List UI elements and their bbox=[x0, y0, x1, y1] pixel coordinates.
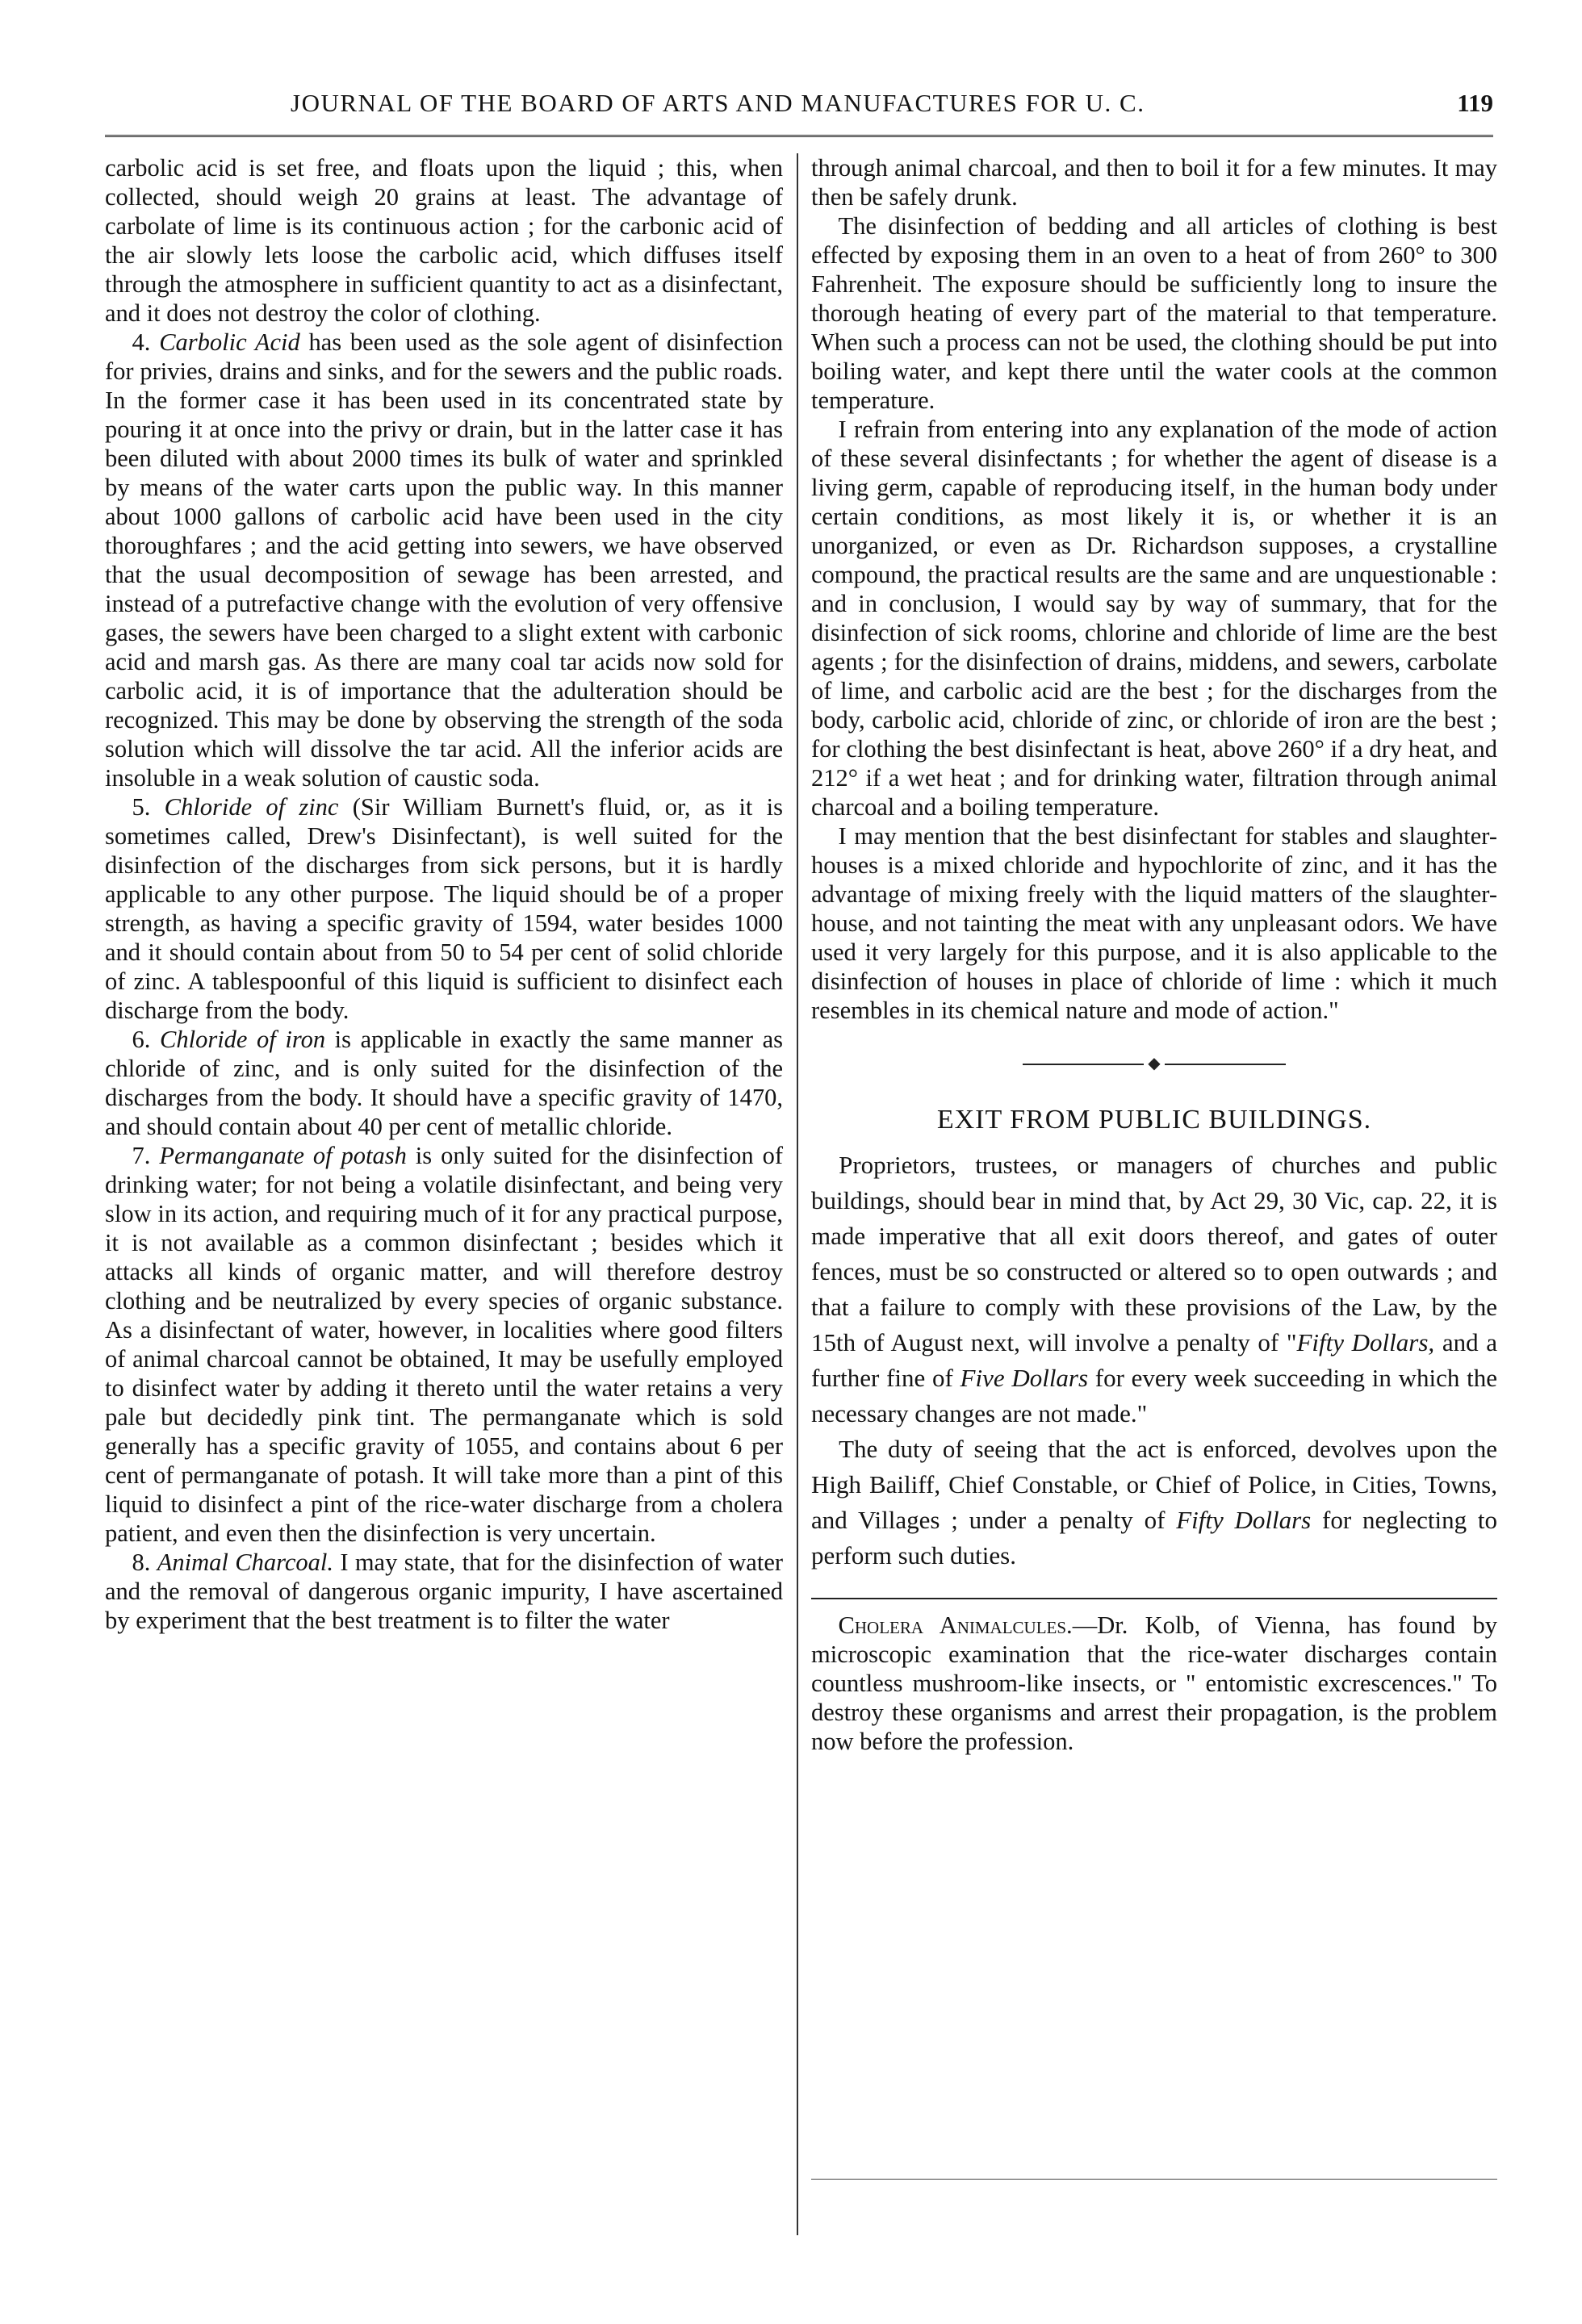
page-number: 119 bbox=[1457, 89, 1493, 117]
item-number: 7. bbox=[132, 1142, 151, 1169]
item-text: (Sir William Burnett's fluid, or, as it is sometimes called, Drew's Disinfectant), is well suited for the disinfection of the discharges from sick persons, but it is hardly applicable to any other purpose. The liquid should be of a proper strength, as having a specific gravity of 1594, water besides 1000 and it should contain about from 50 to 54 per cent of solid chloride of zinc. A tablespoonful of this liquid is sufficient to disinfect each discharge from the body. bbox=[105, 793, 783, 1024]
paragraph-chloride-of-zinc bbox=[105, 792, 783, 1025]
ornament-diamond-icon: ◆ bbox=[1148, 1055, 1161, 1072]
paragraph-permanganate bbox=[105, 1141, 783, 1548]
section-ornament bbox=[811, 1049, 1497, 1078]
text-run: The duty of seeing that the act is enforced, devolves upon the High Bailiff, Chief Constable, or Chief of Police, in Cities, Towns, and Villages ; under a penalty of bbox=[811, 1435, 1497, 1534]
section-rule bbox=[811, 1598, 1497, 1599]
cholera-text: —Dr. Kolb, of Vienna, has found by microscopic examination that the rice-water discharges contain countless mushroom-like insects, or " entomistic excrescences." To destroy these organisms and arrest their propagation, is the problem now before the profession. bbox=[811, 1611, 1497, 1755]
item-term: Chloride of zinc bbox=[164, 793, 339, 821]
item-term: Carbolic Acid bbox=[159, 328, 300, 356]
paragraph-cholera bbox=[811, 1611, 1497, 1756]
text-run: for every week succeeding in which the necessary changes are not made." bbox=[811, 1364, 1497, 1427]
text-run-italic: Fifty Dollars, bbox=[1296, 1328, 1435, 1356]
text-run-italic: Five Dollars bbox=[960, 1364, 1089, 1392]
item-number: 6. bbox=[132, 1026, 151, 1053]
paragraph-slaughter-houses: I may mention that the best disinfectant for stables and slaughter-houses is a mixed chloride and hypochlorite of zinc, and it has the advantage of mixing freely with the liquid matters of the slaughter-house, and not tainting the meat with any unpleasant odors. We have used it very largely for this purpose, and it is also applicable to the disinfection of houses in place of chloride of lime : which it much resembles in its chemical nature and mode of action." bbox=[811, 822, 1497, 1024]
paragraph-summary: I refrain from entering into any explanation of the mode of action of these several disinfectants ; for whether the agent of disease is a living germ, capable of reproducing itself, in the human body under certain conditions, as most likely it is, or whether it is an unorganized, or even as Dr. Richardson supposes, a crystalline compound, the practical results are the same and are unquestionable : and in conclusion, I would say by way of summary, that for the disinfection of sick rooms, chlorine and chloride of lime are the best agents ; for the disinfection of drains, middens, and sewers, carbolate of lime, and carbolic acid are the best ; for the discharges from the body, carbolic acid, chloride of zinc, or chloride of iron are the best ; for clothing the best disinfectant is heat, above 260° if a dry heat, and 212° if a wet heat ; and for drinking water, filtration through animal charcoal and a boiling temperature. bbox=[811, 416, 1497, 821]
item-number: 5. bbox=[132, 793, 151, 821]
paragraph-animal-charcoal bbox=[105, 1548, 783, 1635]
paragraph-exit-law bbox=[811, 1147, 1497, 1432]
item-number: 8. bbox=[132, 1549, 151, 1576]
left-column bbox=[105, 153, 783, 1635]
page-header bbox=[105, 81, 1493, 137]
text-run: and a further fine of bbox=[811, 1328, 1497, 1392]
text-run: Proprietors, trustees, or managers of churches and public buildings, should bear in mind that, by Act 29, 30 Vic, cap. 22, it is made imperative that all exit doors thereof, and gates of outer fences, must be so constructed or altered so to open outwards ; and that a failure to comply with these provisions of the Law, by the 15th of August next, will involve a penalty of " bbox=[811, 1151, 1497, 1356]
header-rule bbox=[105, 135, 1493, 137]
paragraph-chloride-of-iron bbox=[105, 1025, 783, 1141]
item-text: is only suited for the disinfection of drinking water; for not being a volatile disinfectant, and being very slow in its action, and requiring much of it for any practical purpose, it is not available as a common disinfectant ; besides which it attacks all kinds of organic matter, and will therefore destroy clothing and be neutralized by every species of organic substance. As a disinfectant of water, however, in localities where good filters of animal charcoal cannot be obtained, It may be usefully employed to disinfect water by adding it thereto until the water retains a very pale but decidedly pink tint. The permanganate which is sold generally has a specific gravity of 1055, and contains about 6 per cent of permanganate of potash. It will take more than a pint of this liquid to disinfect a pint of the rice-water discharge from a cholera patient, and even then the disinfection is very uncertain. bbox=[105, 1142, 784, 1547]
item-number: 4. bbox=[132, 328, 151, 356]
text-run: for neglecting to perform such duties. bbox=[811, 1506, 1497, 1570]
text-run-italic: Fifty Dollars bbox=[1176, 1506, 1312, 1534]
running-head: JOURNAL OF THE BOARD OF ARTS AND MANUFACTURES FOR U. C. bbox=[291, 89, 1145, 117]
paragraph-bedding: The disinfection of bedding and all articles of clothing is best effected by exposing them in an oven to a heat of from 260° to 300 Fahrenheit. The exposure should be sufficiently long to insure the thorough heating of every part of the material to that temperature. When such a process can not be used, the clothing should be put into boiling water, and kept there until the water cools at the common temperature. bbox=[811, 212, 1497, 414]
ornament-rule-right bbox=[1165, 1064, 1286, 1065]
right-column bbox=[811, 153, 1497, 1756]
cholera-heading: Cholera Animalcules. bbox=[838, 1611, 1073, 1639]
footer-rule bbox=[811, 2179, 1497, 2180]
paragraph-exit-duty bbox=[811, 1432, 1497, 1574]
section-title-exit: EXIT FROM PUBLIC BUILDINGS. bbox=[936, 1105, 1372, 1135]
item-term: Chloride of iron bbox=[160, 1026, 326, 1053]
item-text: I may state, that for the disinfection of water and the removal of dangerous organic impurity, I have ascertained by experiment that the best treatment is to filter the water bbox=[105, 1549, 784, 1634]
paragraph-charcoal-continued: through animal charcoal, and then to boil it for a few minutes. It may then be safely drunk. bbox=[811, 154, 1497, 211]
ornament-rule-left bbox=[1023, 1064, 1144, 1065]
column-divider bbox=[797, 153, 798, 2235]
item-text: has been used as the sole agent of disinfection for privies, drains and sinks, and for the sewers and the public roads. In the former case it has been used in its concentrated state by pouring it at once into the privy or drain, but in the latter case it has been diluted with about 2000 times its bulk of water and sprinkled by means of the water carts upon the public way. In this manner about 1000 gallons of carbolic acid have been used in the city thoroughfares ; and the acid getting into sewers, we have observed that the usual decomposition of sewage has been arrested, and instead of a putrefactive change with the evolution of very offensive gases, the sewers have been charged to a slight extent with carbonic acid and marsh gas. As there are many coal tar acids now sold for carbolic acid, it is of importance that the adulteration should be recognized. This may be done by observing the strength of the soda solution which will dissolve the tar acid. All the inferior acids are insoluble in a weak solution of caustic soda. bbox=[105, 328, 784, 792]
paragraph-carbolate-continued: carbolic acid is set free, and floats upon the liquid ; this, when collected, should weigh 20 grains at least. The advantage of carbolate of lime is its continuous action ; for the carbonic acid of the air slowly lets loose the carbolic acid, which diffuses itself through the atmosphere in sufficient quantity to act as a disinfectant, and it does not destroy the color of clothing. bbox=[105, 154, 783, 327]
item-text: is applicable in exactly the same manner as chloride of zinc, and is only suited for the disinfection of the discharges from the body. It should have a specific gravity of 1470, and should contain about 40 per cent of metallic chloride. bbox=[105, 1026, 784, 1140]
item-term: Animal Charcoal. bbox=[157, 1549, 333, 1576]
item-term: Permanganate of potash bbox=[159, 1142, 407, 1169]
paragraph-carbolic-acid bbox=[105, 328, 783, 792]
